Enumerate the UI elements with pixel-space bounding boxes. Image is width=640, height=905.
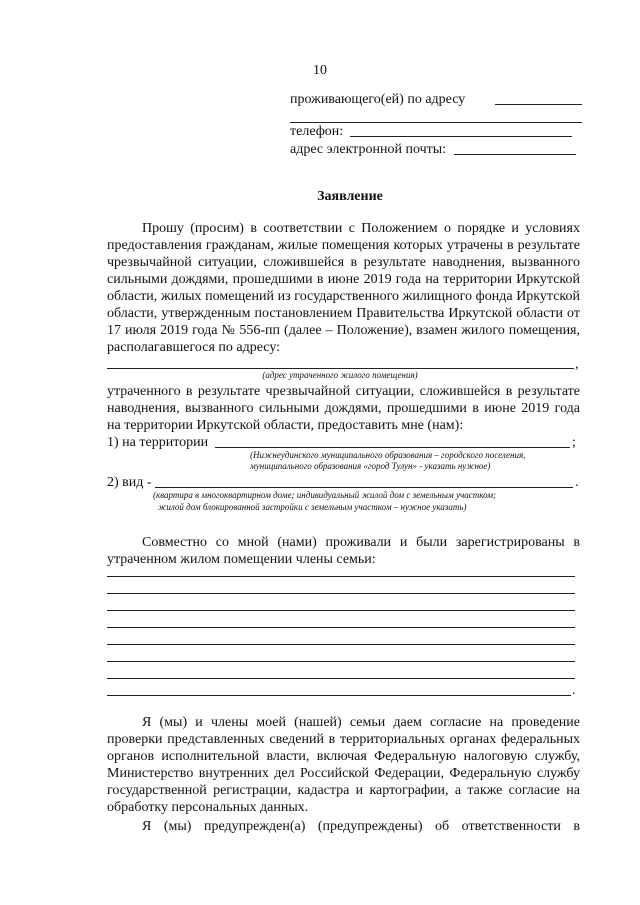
item1-hint-line-1: (Нижнеудинского муниципального образования – городского поселения, — [250, 450, 526, 460]
family-member-field-5[interactable] — [107, 644, 575, 645]
family-member-field-4[interactable] — [107, 627, 575, 628]
item2-hint-line-2: жилой дом блокированной застройки с земельным участком – нужное указать) — [158, 502, 467, 512]
item2-hint-line-1: (квартира в многоквартирном доме; индивидуальный жилой дом с земельным участком; — [153, 490, 497, 500]
intro-line-8: располагавшегося по адресу: — [107, 340, 281, 355]
item1-label: 1) на территории — [107, 435, 209, 450]
housing-type-field[interactable] — [155, 487, 573, 488]
lost-address-field[interactable] — [107, 368, 574, 369]
intro-line-3: чрезвычайной ситуации, сложившейся в результате наводнения, вызванного — [107, 255, 580, 270]
intro-line-5: области, жилых помещений из государственного жилищного фонда Иркутской — [107, 289, 580, 304]
lost-address-comma: , — [575, 357, 579, 372]
phone-label: телефон: — [290, 124, 344, 139]
intro-line-2: предоставления гражданам, жилые помещения которых утрачены в результате — [107, 238, 580, 253]
lost-line-3: на территории Иркутской области, предоставить мне (нам): — [107, 418, 464, 433]
page-number: 10 — [313, 63, 327, 78]
document-title: Заявление — [317, 189, 383, 204]
family-period: . — [572, 683, 576, 698]
territory-field[interactable] — [215, 447, 570, 448]
family-member-field-7[interactable] — [107, 678, 575, 679]
consent-line-2: проверки представленных сведений в территориальных органах федеральных — [107, 732, 580, 747]
consent-line-3: органов исполнительной власти, включая Федеральную налоговую службу, — [107, 749, 580, 764]
family-member-field-2[interactable] — [107, 593, 575, 594]
lost-line-1: утраченного в результате чрезвычайной ситуации, сложившейся в результате — [107, 384, 580, 399]
intro-line-7: 17 июля 2019 года № 556-пп (далее – Положение), взамен жилого помещения, — [107, 323, 580, 338]
warning-line: Я (мы) предупрежден(а) (предупреждены) об ответственности в — [142, 819, 580, 834]
item1-semicolon: ; — [572, 435, 576, 450]
family-member-field-3[interactable] — [107, 610, 575, 611]
residing-address-label: проживающего(ей) по адресу — [290, 92, 466, 107]
item2-period: . — [575, 475, 579, 490]
consent-line-1: Я (мы) и члены моей (нашей) семьи даем согласие на проведение — [142, 715, 580, 730]
consent-line-6: обработку персональных данных. — [107, 800, 309, 815]
family-member-field-8[interactable] — [107, 695, 571, 696]
family-line-1: Совместно со мной (нами) проживали и были зарегистрированы в — [142, 535, 580, 550]
family-member-field-1[interactable] — [107, 576, 575, 577]
item1-hint-line-2: муниципального образования «город Тулун» - указать нужное) — [250, 461, 491, 471]
intro-line-4: сильными дождями, прошедшими в июне 2019 года на территории Иркутской — [107, 272, 580, 287]
intro-line-1: Прошу (просим) в соответствии с Положением о порядке и условиях — [142, 221, 580, 236]
email-field[interactable] — [454, 154, 576, 155]
item2-label: 2) вид - — [107, 475, 152, 490]
intro-line-6: области, утвержденным постановлением Правительства Иркутской области от — [107, 306, 580, 321]
consent-line-5: государственной регистрации, кадастра и картографии, а также согласие на — [107, 783, 580, 798]
lost-address-hint: (адрес утраченного жилого помещения) — [262, 370, 418, 380]
phone-field[interactable] — [350, 136, 572, 137]
consent-line-4: Министерство внутренних дел Российской Федерации, Федеральную службу — [107, 766, 580, 781]
family-member-field-6[interactable] — [107, 661, 575, 662]
email-label: адрес электронной почты: — [290, 142, 447, 157]
family-line-2: утраченном жилом помещении члены семьи: — [107, 552, 376, 567]
residing-address-field[interactable] — [495, 104, 582, 105]
lost-line-2: наводнения, вызванного сильными дождями, прошедшими в июне 2019 года — [107, 401, 580, 416]
